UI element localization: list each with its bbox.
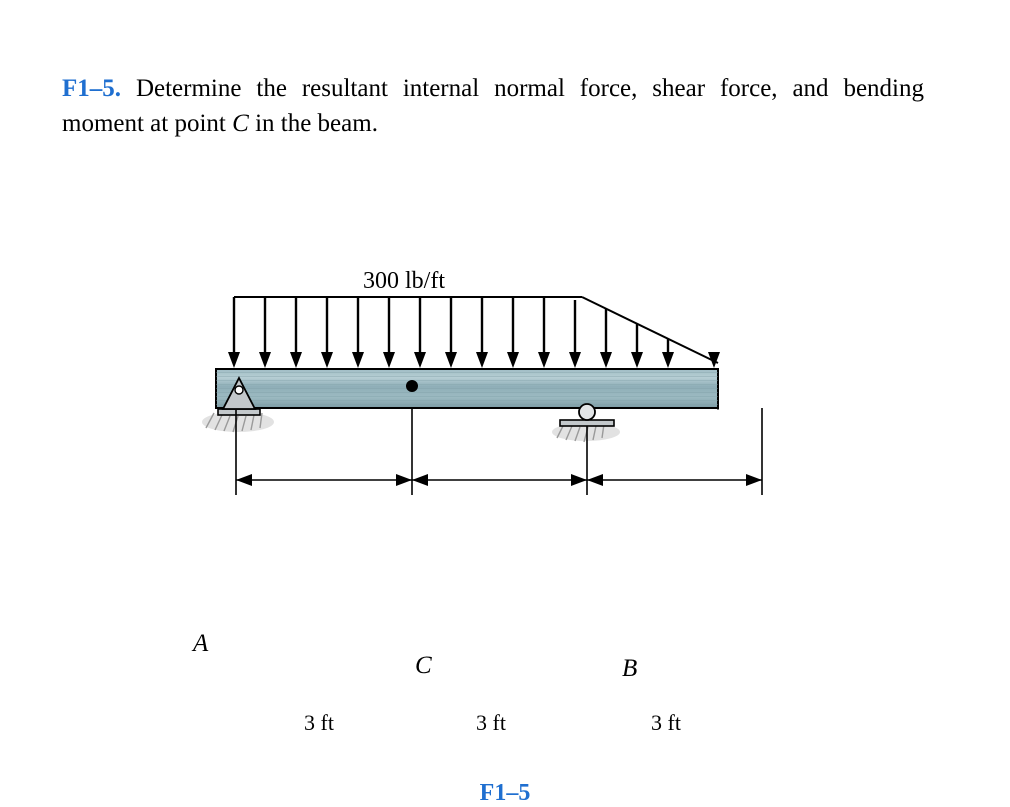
load-intensity-label: 300 lb/ft bbox=[363, 268, 445, 294]
beam-body bbox=[216, 369, 718, 408]
label-point-b: B bbox=[622, 655, 638, 682]
problem-text-part2: in the beam. bbox=[248, 109, 378, 137]
problem-text-part1: Determine the resultant internal normal force, shear force, and bending moment at point bbox=[62, 75, 925, 137]
roller-support-b bbox=[552, 404, 620, 442]
dimension-lines bbox=[236, 408, 762, 495]
distributed-load bbox=[228, 297, 720, 368]
point-c-marker bbox=[406, 380, 418, 392]
label-point-c: C bbox=[415, 652, 432, 679]
dimension-label-1: 3 ft bbox=[298, 710, 340, 736]
problem-point-letter: C bbox=[232, 109, 249, 137]
beam-figure bbox=[0, 240, 1010, 806]
figure-caption: F1–5 bbox=[479, 780, 531, 806]
beam-diagram-svg bbox=[0, 240, 1010, 580]
problem-statement bbox=[62, 72, 924, 141]
label-point-a: A bbox=[193, 630, 209, 657]
dimension-label-3: 3 ft bbox=[645, 710, 687, 736]
dimension-label-2: 3 ft bbox=[470, 710, 512, 736]
problem-number: F1–5. bbox=[62, 75, 122, 102]
